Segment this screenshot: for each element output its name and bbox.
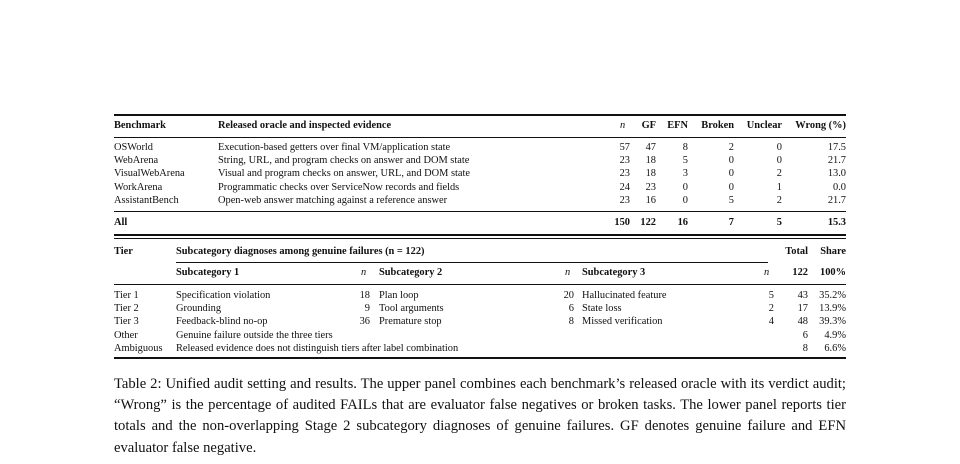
cell-efn: 0 bbox=[682, 181, 688, 193]
cell-n1: 9 bbox=[364, 303, 370, 315]
col-sub3-header: Subcategory 3 bbox=[582, 267, 646, 278]
cell-wrong: 21.7 bbox=[827, 155, 846, 167]
col-share-header: Share bbox=[820, 246, 846, 257]
upper-total-row bbox=[114, 216, 846, 230]
lower-header-row-2 bbox=[114, 266, 846, 280]
lower-header-rule bbox=[114, 284, 846, 285]
col-total-n: 122 bbox=[792, 267, 808, 278]
cell-wrong: 21.7 bbox=[827, 194, 846, 206]
col-evidence-header: Released oracle and inspected evidence bbox=[218, 120, 392, 131]
cell-unclear: 2 bbox=[776, 194, 782, 206]
cell-sub3: Missed verification bbox=[582, 316, 663, 328]
table-row bbox=[114, 329, 846, 343]
cell-n: 23 bbox=[619, 168, 630, 180]
col-unclear-header: Unclear bbox=[746, 120, 782, 131]
panel-rule-b bbox=[114, 238, 846, 239]
cell-sub1: Grounding bbox=[176, 303, 222, 315]
cell-broken: 0 bbox=[728, 155, 734, 167]
cell-wrong: 13.0 bbox=[827, 168, 846, 180]
col-total-header: Total bbox=[785, 246, 808, 257]
cell-n: 57 bbox=[619, 142, 630, 153]
cell-description: Genuine failure outside the three tiers bbox=[176, 329, 333, 341]
table-row bbox=[114, 167, 846, 181]
cell-share: 4.9% bbox=[824, 329, 846, 341]
cell-wrong: 0.0 bbox=[833, 181, 846, 193]
cell-unclear: 0 bbox=[776, 155, 782, 167]
cell-total: 43 bbox=[797, 290, 808, 301]
cell-n: 23 bbox=[619, 194, 630, 206]
table-row bbox=[114, 194, 846, 208]
cell-tier: Other bbox=[114, 329, 138, 341]
cell-broken: 0 bbox=[728, 181, 734, 193]
cell-tier: Tier 1 bbox=[114, 290, 139, 301]
cell-tier: Tier 2 bbox=[114, 303, 139, 315]
cell-benchmark: VisualWebArena bbox=[114, 168, 185, 180]
total-gf: 122 bbox=[640, 217, 656, 228]
cell-gf: 23 bbox=[645, 181, 656, 193]
col-n3-header: n bbox=[764, 267, 770, 278]
lower-header-row-1 bbox=[114, 245, 846, 259]
subcat-title: Subcategory diagnoses among genuine failures (n = 122) bbox=[176, 246, 425, 257]
col-n1-header: n bbox=[361, 267, 367, 278]
cell-benchmark: WorkArena bbox=[114, 181, 163, 193]
subcat-cmidrule bbox=[176, 262, 768, 263]
cell-n2: 8 bbox=[568, 316, 574, 328]
total-wrong: 15.3 bbox=[827, 217, 846, 228]
col-wrong-header: Wrong (%) bbox=[795, 120, 846, 131]
total-n: 150 bbox=[614, 217, 630, 228]
cell-unclear: 1 bbox=[776, 181, 782, 193]
cell-gf: 18 bbox=[645, 168, 656, 180]
cell-n1: 18 bbox=[359, 290, 370, 301]
table-row bbox=[114, 302, 846, 316]
cell-sub2: Premature stop bbox=[379, 316, 442, 328]
col-broken-header: Broken bbox=[701, 120, 734, 131]
table-caption: Table 2: Unified audit setting and results. The upper panel combines each benchmark’s released oracle with its verdict audit; “Wrong” is the percentage of audited FAILs that are evaluator false negatives or broken tasks. The lower panel reports tier totals and the non-overlapping Stage 2 subcategory diagnoses of genuine failures. GF denotes genuine failure and EFN evaluator false negative. bbox=[114, 376, 846, 456]
cell-benchmark: WebArena bbox=[114, 155, 159, 167]
cell-n1: 36 bbox=[359, 316, 370, 328]
cell-sub2: Tool arguments bbox=[379, 303, 444, 315]
cell-n2: 6 bbox=[568, 303, 574, 315]
cell-gf: 16 bbox=[645, 194, 656, 206]
cell-efn: 8 bbox=[682, 142, 688, 153]
cell-efn: 5 bbox=[682, 155, 688, 167]
col-total-share: 100% bbox=[820, 267, 846, 278]
panel-rule-a bbox=[114, 234, 846, 236]
total-label: All bbox=[114, 217, 128, 228]
cell-sub1: Feedback-blind no-op bbox=[176, 316, 268, 328]
table-row bbox=[114, 181, 846, 195]
cell-sub3: State loss bbox=[582, 303, 622, 315]
total-rule bbox=[114, 211, 846, 212]
cell-gf: 18 bbox=[645, 155, 656, 167]
col-efn-header: EFN bbox=[667, 120, 688, 131]
table-row bbox=[114, 141, 846, 155]
cell-n: 23 bbox=[619, 155, 630, 167]
cell-unclear: 2 bbox=[776, 168, 782, 180]
cell-tier: Tier 3 bbox=[114, 316, 139, 328]
table-row bbox=[114, 315, 846, 329]
cell-benchmark: AssistantBench bbox=[114, 194, 179, 206]
cell-gf: 47 bbox=[645, 142, 656, 153]
table-row bbox=[114, 342, 846, 356]
col-sub2-header: Subcategory 2 bbox=[379, 267, 443, 278]
cell-description: Released evidence does not distinguish tiers after label combination bbox=[176, 342, 459, 354]
top-rule bbox=[114, 114, 846, 116]
cell-tier: Ambiguous bbox=[114, 342, 163, 354]
cell-total: 6 bbox=[802, 329, 808, 341]
table-row bbox=[114, 289, 846, 303]
cell-benchmark: OSWorld bbox=[114, 142, 153, 153]
cell-wrong: 17.5 bbox=[827, 142, 846, 153]
cell-sub3: Hallucinated feature bbox=[582, 290, 667, 301]
cell-share: 6.6% bbox=[824, 342, 846, 354]
col-tier-header: Tier bbox=[114, 246, 133, 257]
col-gf-header: GF bbox=[641, 120, 656, 131]
cell-sub1: Specification violation bbox=[176, 290, 271, 301]
cell-share: 35.2% bbox=[819, 290, 846, 301]
cell-total: 17 bbox=[797, 303, 808, 315]
cell-share: 13.9% bbox=[819, 303, 846, 315]
cell-broken: 0 bbox=[728, 168, 734, 180]
cell-n: 24 bbox=[619, 181, 630, 193]
cell-total: 48 bbox=[797, 316, 808, 328]
cell-broken: 2 bbox=[728, 142, 734, 153]
cell-n2: 20 bbox=[563, 290, 574, 301]
cell-n3: 4 bbox=[768, 316, 774, 328]
cell-n3: 5 bbox=[768, 290, 774, 301]
cell-evidence: Open-web answer matching against a reference answer bbox=[218, 194, 448, 206]
col-benchmark-header: Benchmark bbox=[114, 120, 166, 131]
cell-evidence: Execution-based getters over final VM/application state bbox=[218, 142, 451, 153]
cell-sub2: Plan loop bbox=[379, 290, 419, 301]
cell-efn: 0 bbox=[682, 194, 688, 206]
cell-evidence: Programmatic checks over ServiceNow records and fields bbox=[218, 181, 460, 193]
cell-share: 39.3% bbox=[819, 316, 846, 328]
total-efn: 16 bbox=[677, 217, 688, 228]
cell-unclear: 0 bbox=[776, 142, 782, 153]
cell-n3: 2 bbox=[768, 303, 774, 315]
col-n2-header: n bbox=[565, 267, 571, 278]
col-n-header: n bbox=[620, 120, 626, 131]
cell-evidence: String, URL, and program checks on answer and DOM state bbox=[218, 155, 470, 167]
cell-evidence: Visual and program checks on answer, URL, and DOM state bbox=[218, 168, 471, 180]
upper-header-row bbox=[114, 119, 846, 133]
cell-broken: 5 bbox=[728, 194, 734, 206]
bottom-rule bbox=[114, 357, 846, 359]
cell-efn: 3 bbox=[682, 168, 688, 180]
total-unclear: 5 bbox=[776, 217, 782, 228]
total-broken: 7 bbox=[728, 217, 734, 228]
cell-total: 8 bbox=[802, 342, 808, 354]
col-sub1-header: Subcategory 1 bbox=[176, 267, 240, 278]
header-rule bbox=[114, 137, 846, 138]
table-row bbox=[114, 154, 846, 168]
